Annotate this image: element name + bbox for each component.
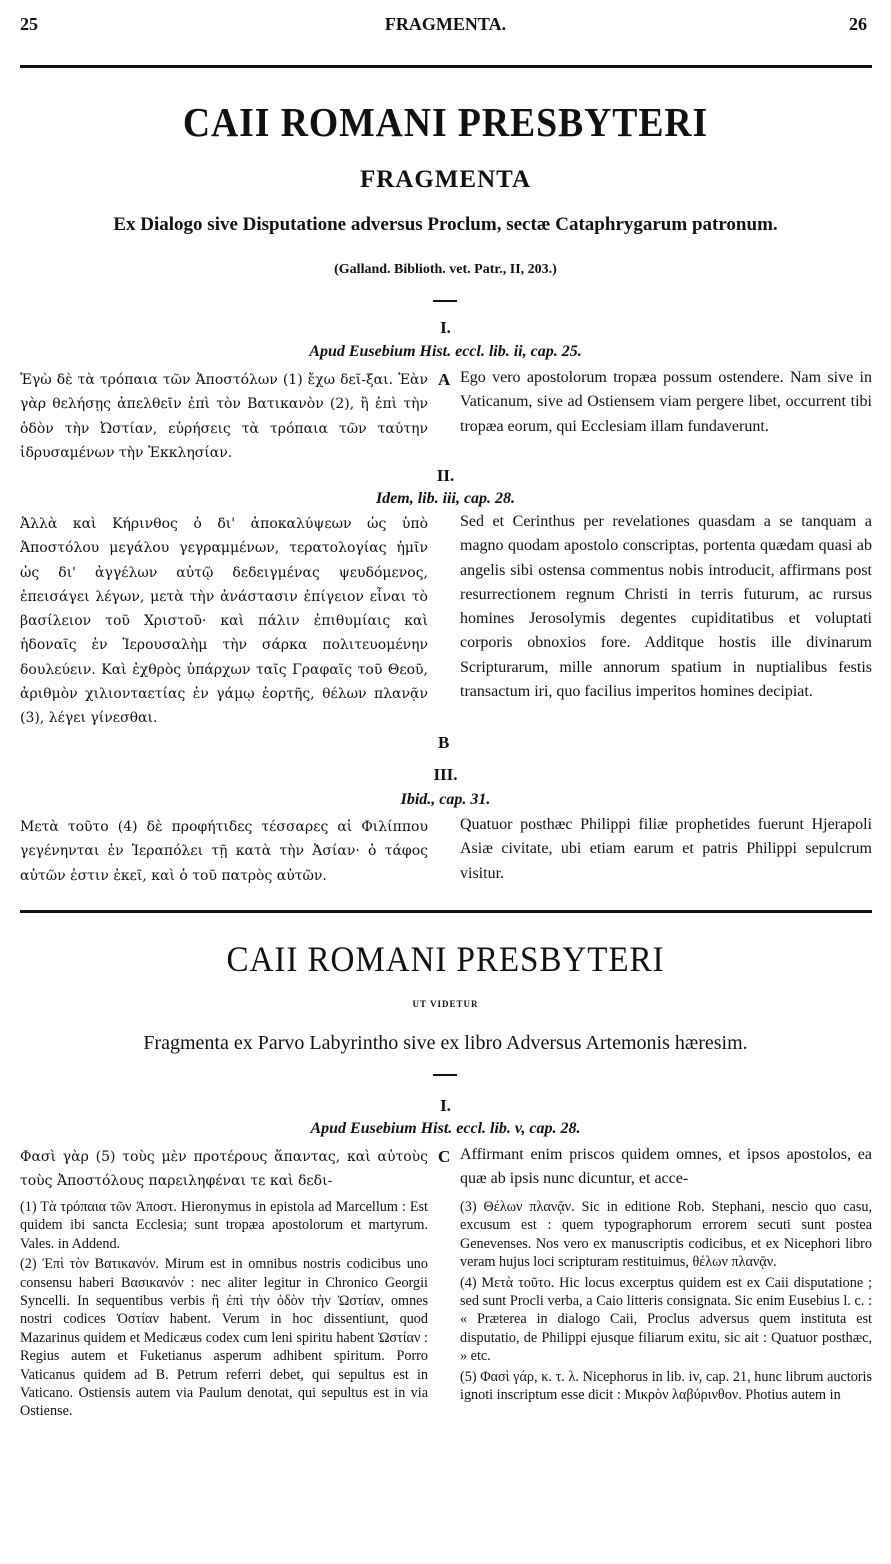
greek-paragraph: Ἀλλὰ καὶ Κήρινθος ὁ δι' ἀποκαλύψεων ὡς ὑπὸ Ἀποστόλου μεγάλου γεγραμμένων, τερατολογίας ἡμῖν ὡς δι' ἀγγέλων αὐτῷ δεδειγμένας ψευδόμενος, ἐπεισάγει λέγων, μετὰ τὴν ἀνάστασιν ἐπίγειον εἶναι τὸ βασίλειον τοῦ Χριστοῦ· καὶ πάλιν ἐπιθυμίαις καὶ ἡδοναῖς ἐν Ἱερουσαλὴμ τὴν σάρκα πολιτευομένην δουλεύειν. Καὶ ἐχθρὸς ὑπάρχων ταῖς Γραφαῖς τοῦ Θεοῦ, ἀριθμὸν χιλιονταετίας ἐν γάμῳ ἑορτῆς, θέλων πλανᾷν (3), λέγει γίνεσθαι. [20,516,428,727]
latin-text [460,510,872,704]
footnotes-left [20,1198,428,1423]
part2-title: CAII ROMANI PRESBYTERI [226,939,665,979]
part2-ut-videtur: UT VIDETUR [412,999,479,1009]
latin-paragraph: Sed et Cerinthus per revelationes quasdam a se tanquam a magno quodam apostolo conscriptas, portenta quædam quasi ab angelis sibi ostensa commentus nobis introducit, affirmans post resurrectionem regnum Christi in terris futurum, ac rursus homines Jerosolymis degentes cupiditatibus et voluptati corporis obnoxios fore. Additque hostis ille divinarum Scripturarum, mille annorum spatium in nuptialibus festis transactum iri, quo facilius imperitos homines decipiat. [460,513,872,701]
greek-text [20,1145,428,1194]
section-source: Apud Eusebium Hist. eccl. lib. v, cap. 28. [310,1120,581,1137]
part1-description: Ex Dialogo sive Disputatione adversus Proclum, sectæ Cataphrygarum patronum. [113,214,778,235]
part1-citation: (Galland. Biblioth. vet. Patr., II, 203.) [334,262,557,277]
page-number-right: 26 [849,14,867,34]
footnotes-right [460,1198,872,1406]
section-number: I. [440,1096,451,1115]
latin-text [460,1143,872,1192]
section-number: II. [436,466,455,485]
section-source: Ibid., cap. 31. [400,791,491,808]
separator-dash [433,300,457,302]
greek-paragraph: Μετὰ τοῦτο (4) δὲ προφήτιδες τέσσαρες αἱ Φιλίππου γεγένηνται ἐν Ἱεραπόλει τῇ κατὰ τὴν Ἀσίαν· ὁ τάφος αὐτῶν ἐστιν ἐκεῖ, καὶ ὁ τοῦ πατρὸς αὐτῶν. [20,819,428,884]
greek-text [20,368,428,465]
running-title: FRAGMENTA. [384,14,507,34]
greek-paragraph: Φασὶ γὰρ (5) τοὺς μὲν προτέρους ἅπαντας, καὶ αὐτοὺς τοὺς Ἀποστόλους παρειληφέναι τε καὶ δεδι- [20,1149,428,1190]
footnote: (1) Τὰ τρόπαια τῶν Ἀποστ. Hieronymus in epistola ad Marcellum : Est quidem ibi sancta Ecclesia; sunt tropæa apostolorum et martyrum. Vales. in Addend. [20,1199,428,1252]
footnote: (2) Ἐπὶ τὸν Βατικανόν. Mirum est in omnibus nostris codicibus uno consensu haberi Βασικανόν : nec aliter legitur in Chronico Georgii Syncelli. In sequentibus verbis ἢ ἐπὶ τὴν ὁδὸν τὴν Ὠστίαν, omnes nostri codices Ὀστίαν habent. Verum in hoc dissentiunt, quod Mazarinus quidem et Medicæus codex cum leni spiritu habent Ὠστίαν : Regius autem et Fuketianus asperum adhibent spiritum. Porro Vaticanus quidem ad B. Petrum referri debet, qui sepultus est in Vaticano. Ostiensis autem via Paulum denotat, qui sepultus est in via Ostiense. [20,1256,428,1420]
greek-text [20,815,428,888]
section-number: I. [440,318,451,337]
latin-paragraph: Quatuor posthæc Philippi filiæ prophetides fuerunt Hjerapoli Asiæ civitate, ubi etiam earum et patris Philippi sepulcrum visitur. [460,816,872,882]
part-divider [20,910,872,913]
latin-paragraph: Affirmant enim priscos quidem omnes, et ipsos apostolos, ea quæ ab ipsis nunc dicuntur, et acce- [460,1146,872,1188]
margin-letter: A [438,370,451,389]
greek-text [20,512,428,731]
margin-letter: C [438,1147,451,1166]
page-number-left: 25 [20,14,38,34]
separator-dash [433,1074,457,1076]
latin-text [460,366,872,439]
section-number: III. [433,765,458,784]
part2-description: Fragmenta ex Parvo Labyrintho sive ex libro Adversus Artemonis hæresim. [143,1032,748,1054]
margin-letter: B [438,733,450,752]
header-rule [20,65,872,68]
latin-paragraph: Ego vero apostolorum tropæa possum ostendere. Nam sive in Vaticanum, sive ad Ostiensem viam pergere libet, occurrent tibi tropæa eorum, qui Ecclesiam illam fundaverunt. [460,369,872,435]
latin-text [460,813,872,886]
footnote: (3) Θέλων πλανᾷν. Sic in editione Rob. Stephani, nescio quo casu, excusum est : quem typographorum errorem secuti sunt postea Genevenses. Nos vero ex manuscriptis codicibus, et ex Nicephori libro veram hujus loci scripturam restituimus, θέλων πλανᾷν. [460,1199,872,1271]
greek-paragraph: Ἐγὼ δὲ τὰ τρόπαια τῶν Ἀποστόλων (1) ἔχω δεῖ-ξαι. Ἐὰν γὰρ θελήσῃς ἀπελθεῖν ἐπὶ τὸν Βατικανὸν (2), ἢ ἐπὶ τὴν ὁδὸν τὴν Ὠστίαν, εὑρήσεις τὰ τρόπαια τῶν ταύτην ἱδρυσαμένων τὴν Ἐκκλησίαν. [20,372,428,461]
footnote: (4) Μετὰ τοῦτο. Hic locus excerptus quidem est ex Caii disputatione ; sed sunt Procli verba, a Caio litteris consignata. Sic enim Eusebius l. c. : « Præterea in dialogo Caii, Proclus adversus quem instituta est disputatio, de Philippi ejusque filiarum exitu, sic ait : Quatuor posthæc, » etc. [460,1274,872,1365]
part1-title: CAII ROMANI PRESBYTERI [182,99,709,145]
part1-subtitle: FRAGMENTA [359,166,532,193]
section-source: Apud Eusebium Hist. eccl. lib. ii, cap. 25. [309,343,582,360]
section-source: Idem, lib. iii, cap. 28. [375,490,516,507]
footnote: (5) Φασὶ γάρ, κ. τ. λ. Nicephorus in lib. iv, cap. 21, hunc librum auctoris ignoti inscriptum esse dicit : Μικρὸν λαβύρινθον. Photius autem in [460,1368,872,1404]
